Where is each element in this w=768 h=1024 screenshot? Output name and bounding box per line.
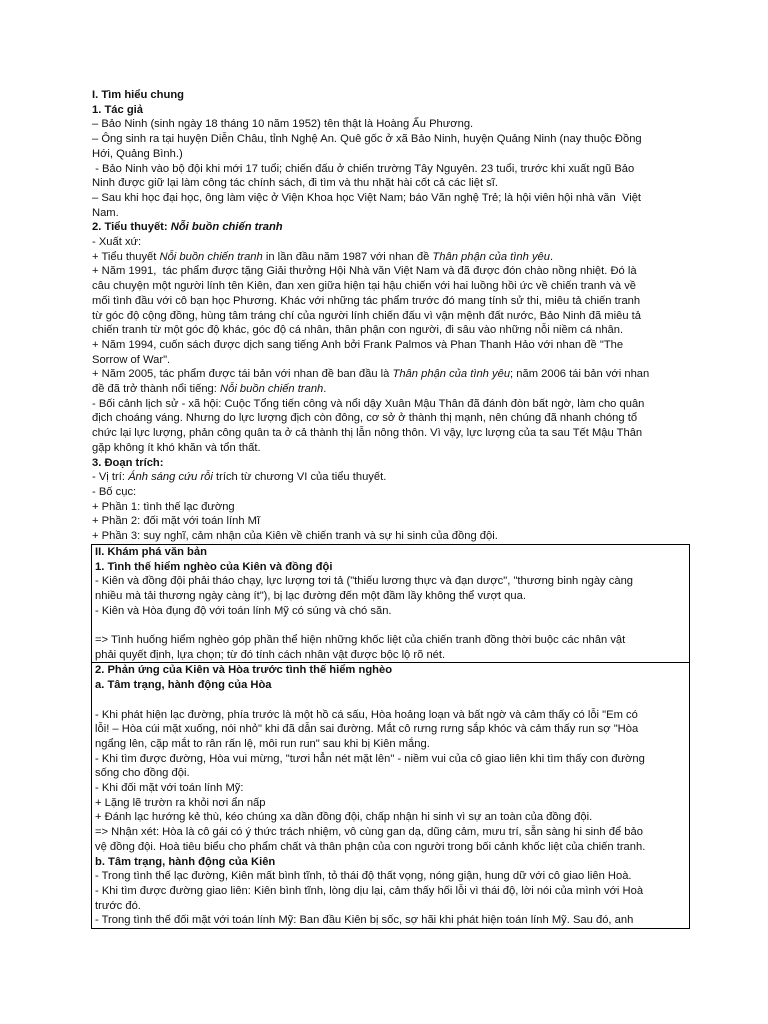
hoa-line: ngẩng lên, cặp mắt to rân rấn lệ, môi run run" sau khi bị Kiên mắng. [95,737,430,750]
hoa-heading: a. Tâm trạng, hành động của Hòa [95,679,272,692]
novel-line: mối tình đầu với cô bạn học Phương. Khác với những tác phẩm trước đó mang tính sử thi, miêu tả chiến tranh [92,294,641,307]
text-span: ; năm 2006 tái bản với nhan [510,368,650,381]
section-1-heading: I. Tìm hiểu chung [92,89,184,101]
kien-heading: b. Tâm trạng, hành động của Kiên [95,855,276,868]
hoa-line: + Lặng lẽ trườn ra khỏi nơi ẩn nấp [95,796,266,809]
text-span: in lần đầu năm 1987 với nhan đề [262,250,433,263]
situation-box [91,544,690,664]
situation-line: - Kiên và đồng đội phải tháo chạy, lực lượng tơi tả ("thiếu lương thực và đạn dược", "thương binh ngày càng [95,575,634,588]
author-line: – Sau khi học đại học, ông làm việc ở Viện Khoa học Việt Nam; báo Văn nghệ Trẻ; là hội viên hội nhà văn Việt [92,191,642,204]
author-line: – Ông sinh ra tại huyện Diễn Châu, tỉnh Nghệ An. Quê gốc ở xã Bảo Ninh, huyện Quảng Ninh (nay thuộc Đồng [92,133,642,146]
text-span: đề đã trở thành nổi tiếng: [92,383,221,396]
novel-line [92,250,690,265]
italic-span: Thân phận của tình yêu [392,368,511,381]
novel-line: địch choáng váng. Nhưng do lực lượng địch còn đông, cơ sở ở thành thị mạnh, nên chúng đã nhanh chóng tổ [92,412,638,425]
situation-line: nhiều mà tải thương ngày càng ít"), bị lạc đường đến một đầm lầy không thể vượt qua. [95,589,526,602]
novel-line: + Năm 1991, tác phẩm được tặng Giải thưởng Hội Nhà văn Việt Nam và đã được đón chào nồng nhiệt. Đó là [92,265,637,278]
kien-line: - Trong tình thế lạc đường, Kiên mất bình tĩnh, tỏ thái độ thất vọng, nóng giận, hung dữ với cô giao liên Hoà. [95,870,632,883]
italic-span: Nỗi buồn chiến tranh [220,383,324,396]
italic-span: Ánh sáng cứu rỗi [128,471,213,484]
blank-line [95,693,686,708]
text-span: . [549,250,554,263]
novel-heading [92,220,690,235]
novel-line: - Bối cảnh lịch sử - xã hội: Cuộc Tổng tiến công và nổi dậy Xuân Mậu Thân đã đánh đòn bất ngờ, làm cho quân [92,397,645,410]
novel-line: từ góc độ cộng đồng, hùng tâm tráng chí của người lính chiến đấu vì vận mệnh đất nước, Bảo Ninh đã miêu tả [92,309,641,322]
section-2-heading: II. Khám phá văn bản [95,545,207,558]
novel-line: Sorrow of War". [92,353,171,366]
author-line: - Bảo Ninh vào bộ đội khi mới 17 tuổi; chiến đấu ở chiến trường Tây Nguyên. 23 tuổi, trước khi xuất ngũ Bảo [92,162,635,175]
kien-line: - Trong tình thế đối mặt với toán lính Mỹ: Ban đầu Kiên bị sốc, sợ hãi khi phát hiện toán lính Mỹ. Sau đó, anh [95,914,634,927]
blank-line [95,618,686,633]
novel-line: chức lại lực lượng, phản công quân ta ở cả thành thị lẫn nông thôn. Vì vậy, lực lượng của ta sau Tết Mậu Thân [92,427,643,440]
novel-line [92,367,690,382]
situation-heading: 1. Tình thế hiểm nghèo của Kiên và đồng đội [95,560,333,573]
author-line: Nam. [92,206,119,219]
italic-span: Thân phận của tình yêu [432,250,550,263]
author-heading: 1. Tác giả [92,103,143,116]
excerpt-part: + Phần 1: tình thế lạc đường [92,500,235,513]
text-span: trích từ chương VI của tiểu thuyết. [212,471,387,484]
kien-line: - Khi tìm được đường giao liên: Kiên bình tĩnh, lòng dịu lại, cảm thấy hối lỗi vì thái độ, lời nói của mình với Hoà [95,884,644,897]
hoa-line: + Đánh lạc hướng kẻ thù, kéo chúng xa dần đồng đội, chấp nhận hi sinh vì sự an toàn của đồng đội. [95,811,593,824]
author-line: – Bảo Ninh (sinh ngày 18 tháng 10 năm 1952) tên thật là Hoàng Ấu Phương. [92,118,474,131]
hoa-line: - Khi đối mặt với toán lính Mỹ: [95,782,244,795]
italic-span: Nỗi buồn chiến tranh [159,250,263,263]
reaction-box [91,663,690,929]
hoa-line: - Khi tìm được đường, Hòa vui mừng, "tươi hẳn nét mặt lên" - niềm vui của cô giao liên khi tìm thấy con đường [95,752,645,765]
novel-heading-prefix: 2. Tiểu thuyết: [92,221,171,234]
excerpt-part: + Phần 2: đối mặt với toán lính Mĩ [92,515,261,528]
novel-line: chiến tranh từ một góc độ khác, góc độ cá nhân, thân phận con người, đi sâu vào những nỗi niềm cá nhân. [92,324,624,337]
situation-line: phải quyết định, lựa chọn; từ đó tính cách nhân vật được bộc lộ rõ nét. [95,648,446,661]
novel-line: gặp không ít khó khăn và tổn thất. [92,441,261,454]
hoa-line: => Nhận xét: Hòa là cô gái có ý thức trách nhiệm, vô cùng gan dạ, dũng cảm, mưu trí, sẵn sàng hi sinh để bảo [95,826,643,839]
situation-line: => Tình huống hiểm nghèo góp phần thể hiện những khốc liệt của chiến tranh đồng thời buộc các nhân vật [95,634,626,646]
hoa-line: vệ đồng đội. Hoà tiêu biểu cho phẩm chất và thân phận của con người trong bối cảnh khốc liệt của chiến tranh. [95,840,646,853]
novel-heading-title: Nỗi buồn chiến tranh [170,221,283,234]
hoa-line: sống cho đồng đội. [95,767,190,780]
novel-line [92,382,690,397]
excerpt-heading: 3. Đoạn trích: [92,456,164,469]
document-page [92,88,690,929]
hoa-line: lỗi! – Hòa cúi mặt xuống, nói nhỏ" khi đã dẫn sai đường. Mắt cô rưng rưng sắp khóc và cảm thấy run sợ "Hòa [95,723,639,736]
hoa-line: - Khi phát hiện lạc đường, phía trước là một hồ cá sấu, Hòa hoảng loạn và bất ngờ và cảm thấy có lỗi "Em có [95,708,638,721]
origin-label: - Xuất xứ: [92,236,142,249]
text-span: - Vị trí: [92,471,129,484]
excerpt-layout-label: - Bố cục: [92,485,137,498]
text-span: . [323,383,327,396]
kien-line: trước đó. [95,899,141,912]
novel-line: câu chuyện một người lính tên Kiên, đan xen giữa hiện tại hậu chiến với hai luồng hồi ức về chiến tranh và về [92,280,637,293]
author-line: Hới, Quảng Bình.) [92,147,183,160]
reaction-heading: 2. Phản ứng của Kiên và Hòa trước tình thế hiểm nghèo [95,664,393,677]
novel-line: + Năm 1994, cuốn sách được dịch sang tiếng Anh bởi Frank Palmos và Phan Thanh Hảo với nhan đề "The [92,338,624,351]
text-span: + Năm 2005, tác phẩm được tái bản với nhan đề ban đầu là [92,368,393,381]
author-line: Ninh được giữ lại làm công tác chính sách, đi tìm và thu nhặt hài cốt cả các liệt sĩ. [92,177,498,190]
situation-line: - Kiên và Hòa đụng độ với toán lính Mỹ có súng và chó săn. [95,604,392,617]
text-span: + Tiểu thuyết [92,250,160,263]
excerpt-part: + Phần 3: suy nghĩ, cảm nhận của Kiên về chiến tranh và sự hi sinh của đồng đội. [92,530,498,543]
excerpt-position [92,470,690,485]
